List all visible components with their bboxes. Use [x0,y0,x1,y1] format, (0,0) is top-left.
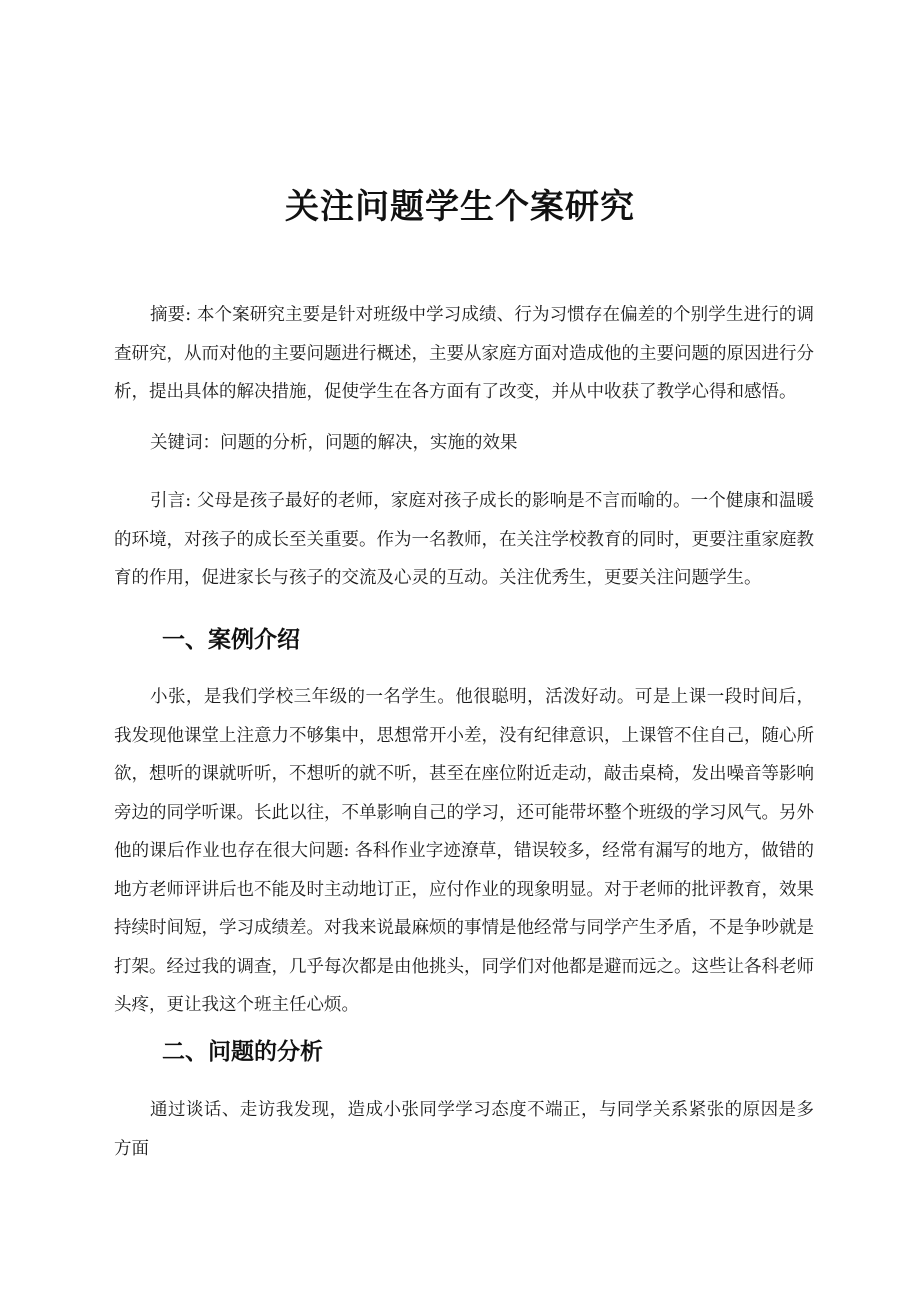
section-heading-analysis: 二、问题的分析 [162,1038,323,1065]
abstract-paragraph: 摘要: 本个案研究主要是针对班级中学习成绩、行为习惯存在偏差的个别学生进行的调查研究，从而对他的主要问题进行概述，主要从家庭方面对造成他的主要问题的原因进行分析，提出具体的解决措施，促使学生在各方面有了改变，并从中收获了教学心得和感悟。 [114,305,814,402]
section-heading-case-intro: 一、案例介绍 [162,626,300,653]
case-intro-paragraph: 小张，是我们学校三年级的一名学生。他很聪明，活泼好动。可是上课一段时间后，我发现他课堂上注意力不够集中，思想常开小差，没有纪律意识，上课管不住自己，随心所欲，想听的课就听听，不想听的就不听，甚至在座位附近走动，敲击桌椅，发出噪音等影响旁边的同学听课。长此以往，不单影响自己的学习，还可能带坏整个班级的学习风气。另外他的课后作业也存在很大问题: 各科作业字迹潦草，错误较多，经常有漏写的地方，做错的地方老师评讲后也不能及时主动地订正，应付作业的现象明显。对于老师的批评教育，效果持续时间短，学习成绩差。对我来说最麻烦的事情是他经常与同学产生矛盾，不是争吵就是打架。经过我的调查，几乎每次都是由他挑头，同学们对他都是避而远之。这些让各科老师头疼，更让我这个班主任心烦。 [114,687,814,1015]
analysis-paragraph: 通过谈话、走访我发现，造成小张同学学习态度不端正，与同学关系紧张的原因是多方面 [114,1100,814,1159]
document-title: 关注问题学生个案研究 [285,186,635,227]
keywords-paragraph: 关键词：问题的分析，问题的解决，实施的效果 [150,433,518,453]
intro-paragraph: 引言: 父母是孩子最好的老师，家庭对孩子成长的影响是不言而喻的。一个健康和温暖的环境，对孩子的成长至关重要。作为一名教师，在关注学校教育的同时，更要注重家庭教育的作用，促进家长与孩子的交流及心灵的互动。关注优秀生，更要关注问题学生。 [114,491,814,588]
